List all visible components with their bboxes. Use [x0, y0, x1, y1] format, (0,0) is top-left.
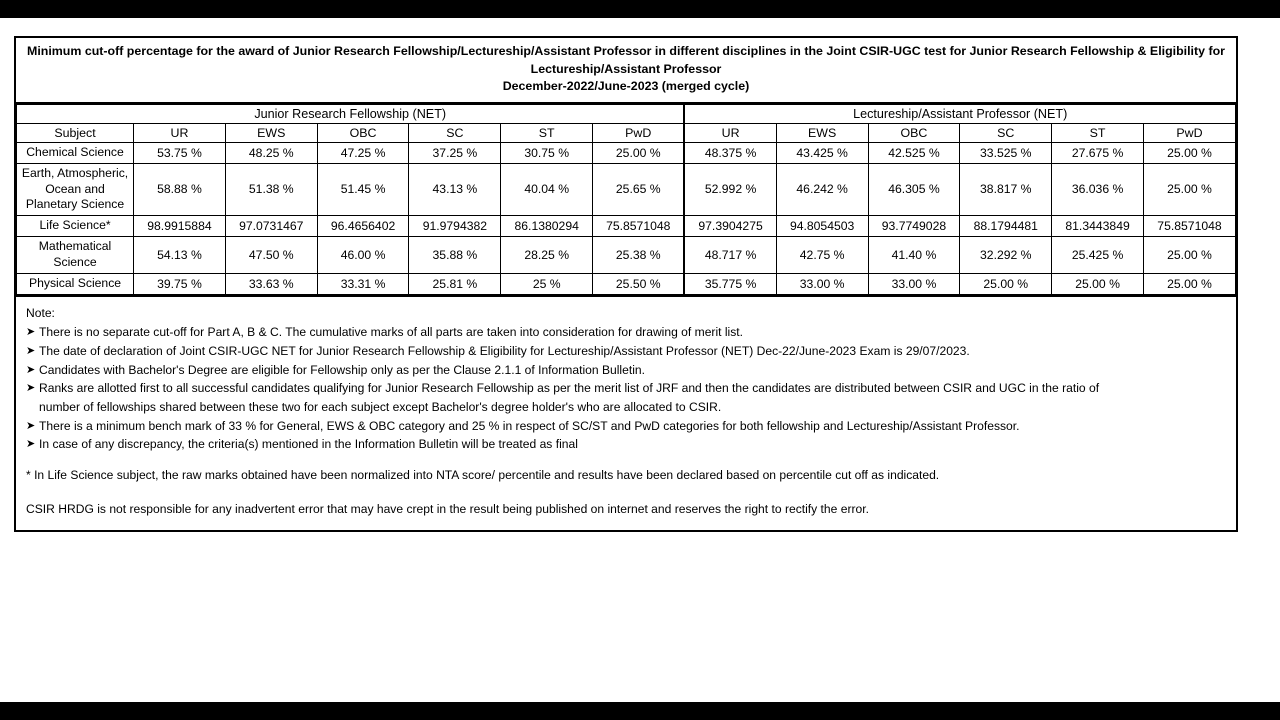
subject-name: Earth, Atmospheric, Ocean and Planetary Science: [17, 163, 134, 216]
note-continuation: number of fellowships shared between these two for each subject except Bachelor's degree holder's who are allocated to CSIR.: [39, 399, 722, 414]
cell-jrf-ews: 51.38 %: [225, 163, 317, 216]
cell-jrf-st: 28.25 %: [501, 237, 593, 274]
cell-lect-ews: 46.242 %: [776, 163, 868, 216]
cell-lect-pwd: 25.00 %: [1143, 237, 1235, 274]
table-row: [17, 163, 1236, 216]
group-header-lectureship: Lectureship/Assistant Professor (NET): [684, 104, 1235, 123]
column-header-jrf-st: ST: [501, 123, 593, 142]
cell-lect-pwd: 25.00 %: [1143, 142, 1235, 163]
group-header-row: [17, 104, 1236, 123]
column-header-jrf-pwd: PwD: [593, 123, 685, 142]
cell-lect-obc: 42.525 %: [868, 142, 960, 163]
cell-lect-ews: 42.75 %: [776, 237, 868, 274]
cell-jrf-ews: 33.63 %: [225, 273, 317, 294]
cell-jrf-pwd: 25.00 %: [593, 142, 685, 163]
cell-jrf-pwd: 25.50 %: [593, 273, 685, 294]
cell-jrf-obc: 33.31 %: [317, 273, 409, 294]
subject-name: Chemical Science: [17, 142, 134, 163]
arrow-bullet-icon: ➤: [26, 382, 36, 395]
cell-jrf-st: 40.04 %: [501, 163, 593, 216]
subject-name: Physical Science: [17, 273, 134, 294]
cell-jrf-st: 30.75 %: [501, 142, 593, 163]
cell-jrf-ews: 48.25 %: [225, 142, 317, 163]
cell-lect-sc: 32.292 %: [960, 237, 1052, 274]
notes-section: [16, 295, 1236, 531]
cell-jrf-sc: 35.88 %: [409, 237, 501, 274]
arrow-bullet-icon: ➤: [26, 419, 36, 432]
cell-jrf-sc: 91.9794382: [409, 216, 501, 237]
note-text: In case of any discrepancy, the criteria(s) mentioned in the Information Bulletin will be treated as final: [39, 437, 578, 452]
table-row: [17, 216, 1236, 237]
arrow-bullet-icon: ➤: [26, 326, 36, 339]
cell-lect-pwd: 75.8571048: [1143, 216, 1235, 237]
title-line-1: Minimum cut-off percentage for the award of Junior Research Fellowship/Lectureship/Assistant Professor in different disciplines in the Joint CSIR-UGC test for Junior Research Fellowship & Eligibility for: [27, 44, 1225, 58]
cell-jrf-ews: 97.0731467: [225, 216, 317, 237]
cell-jrf-ur: 58.88 %: [134, 163, 226, 216]
subject-name: Mathematical Science: [17, 237, 134, 274]
cell-lect-obc: 33.00 %: [868, 273, 960, 294]
title-line-2: Lectureship/Assistant Professor: [530, 61, 722, 76]
cell-lect-pwd: 25.00 %: [1143, 273, 1235, 294]
table-row: [17, 273, 1236, 294]
cell-jrf-obc: 96.4656402: [317, 216, 409, 237]
cell-lect-sc: 38.817 %: [960, 163, 1052, 216]
notes-label: Note:: [26, 305, 55, 320]
footnote-asterisk: * In Life Science subject, the raw marks obtained have been normalized into NTA score/ percentile and results have been declared based on percentile cut off as indicated.: [26, 467, 940, 482]
cutoff-table: [16, 104, 1236, 295]
column-header-subject: Subject: [17, 123, 134, 142]
arrow-bullet-icon: ➤: [26, 363, 36, 376]
cell-lect-ews: 43.425 %: [776, 142, 868, 163]
cell-lect-ur: 97.3904275: [684, 216, 776, 237]
column-header-lect-obc: OBC: [868, 123, 960, 142]
column-header-jrf-obc: OBC: [317, 123, 409, 142]
cell-lect-pwd: 25.00 %: [1143, 163, 1235, 216]
cell-lect-obc: 41.40 %: [868, 237, 960, 274]
note-text: Candidates with Bachelor's Degree are eligible for Fellowship only as per the Clause 2.1.1 of Information Bulletin.: [39, 362, 645, 377]
note-item: [26, 418, 1226, 436]
column-header-lect-pwd: PwD: [1143, 123, 1235, 142]
cell-lect-st: 27.675 %: [1052, 142, 1144, 163]
cell-lect-st: 25.425 %: [1052, 237, 1144, 274]
cutoff-document: [14, 36, 1238, 532]
title-line-3: December-2022/June-2023 (merged cycle): [502, 79, 750, 94]
cell-lect-ews: 94.8054503: [776, 216, 868, 237]
cell-jrf-ur: 54.13 %: [134, 237, 226, 274]
column-header-jrf-sc: SC: [409, 123, 501, 142]
cell-jrf-obc: 47.25 %: [317, 142, 409, 163]
document-page: [0, 18, 1280, 702]
column-header-lect-ews: EWS: [776, 123, 868, 142]
cell-lect-ur: 35.775 %: [684, 273, 776, 294]
cell-jrf-st: 86.1380294: [501, 216, 593, 237]
cell-lect-sc: 88.1794481: [960, 216, 1052, 237]
cell-jrf-pwd: 75.8571048: [593, 216, 685, 237]
note-text: There is no separate cut-off for Part A, B & C. The cumulative marks of all parts are taken into consideration for drawing of merit list.: [39, 325, 743, 340]
cell-lect-obc: 46.305 %: [868, 163, 960, 216]
note-item: [26, 324, 1226, 342]
column-header-row: [17, 123, 1236, 142]
arrow-bullet-icon: ➤: [26, 345, 36, 358]
document-title: [16, 38, 1236, 104]
cell-lect-obc: 93.7749028: [868, 216, 960, 237]
column-header-lect-st: ST: [1052, 123, 1144, 142]
arrow-bullet-icon: ➤: [26, 438, 36, 451]
cell-jrf-sc: 37.25 %: [409, 142, 501, 163]
cell-jrf-obc: 46.00 %: [317, 237, 409, 274]
table-head: [17, 104, 1236, 142]
cell-lect-sc: 25.00 %: [960, 273, 1052, 294]
group-header-jrf: Junior Research Fellowship (NET): [17, 104, 685, 123]
cell-jrf-ur: 98.9915884: [134, 216, 226, 237]
cell-lect-ur: 52.992 %: [684, 163, 776, 216]
table-body: [17, 142, 1236, 294]
cell-jrf-ur: 39.75 %: [134, 273, 226, 294]
column-header-jrf-ews: EWS: [225, 123, 317, 142]
note-text: The date of declaration of Joint CSIR-UGC NET for Junior Research Fellowship & Eligibility for Lectureship/Assistant Professor (NET) Dec-22/June-2023 Exam is 29/07/2023.: [39, 344, 970, 359]
note-item: [26, 343, 1226, 361]
cell-jrf-sc: 25.81 %: [409, 273, 501, 294]
cell-lect-ur: 48.375 %: [684, 142, 776, 163]
cell-jrf-ews: 47.50 %: [225, 237, 317, 274]
cell-jrf-ur: 53.75 %: [134, 142, 226, 163]
cell-lect-st: 36.036 %: [1052, 163, 1144, 216]
note-text: There is a minimum bench mark of 33 % for General, EWS & OBC category and 25 % in respect of SC/ST and PwD categories for both fellowship and Lectureship/Assistant Professor.: [39, 418, 1020, 433]
subject-name: Life Science*: [17, 216, 134, 237]
note-item: [26, 380, 1226, 398]
note-text: Ranks are allotted first to all successful candidates qualifying for Junior Research Fellowship as per the merit list of JRF and then the candidates are distributed between CSIR and UGC in the ratio of: [39, 381, 1100, 396]
note-item: [26, 362, 1226, 380]
cell-lect-ur: 48.717 %: [684, 237, 776, 274]
cell-lect-sc: 33.525 %: [960, 142, 1052, 163]
note-item: [26, 436, 1226, 454]
cell-jrf-st: 25 %: [501, 273, 593, 294]
column-header-lect-ur: UR: [684, 123, 776, 142]
cell-jrf-pwd: 25.65 %: [593, 163, 685, 216]
cell-lect-st: 81.3443849: [1052, 216, 1144, 237]
cell-jrf-obc: 51.45 %: [317, 163, 409, 216]
disclaimer-text: CSIR HRDG is not responsible for any inadvertent error that may have crept in the result being published on internet and reserves the right to rectify the error.: [26, 501, 869, 516]
table-row: [17, 237, 1236, 274]
cell-jrf-pwd: 25.38 %: [593, 237, 685, 274]
column-header-jrf-ur: UR: [134, 123, 226, 142]
column-header-lect-sc: SC: [960, 123, 1052, 142]
cell-lect-ews: 33.00 %: [776, 273, 868, 294]
table-row: [17, 142, 1236, 163]
cell-jrf-sc: 43.13 %: [409, 163, 501, 216]
cell-lect-st: 25.00 %: [1052, 273, 1144, 294]
